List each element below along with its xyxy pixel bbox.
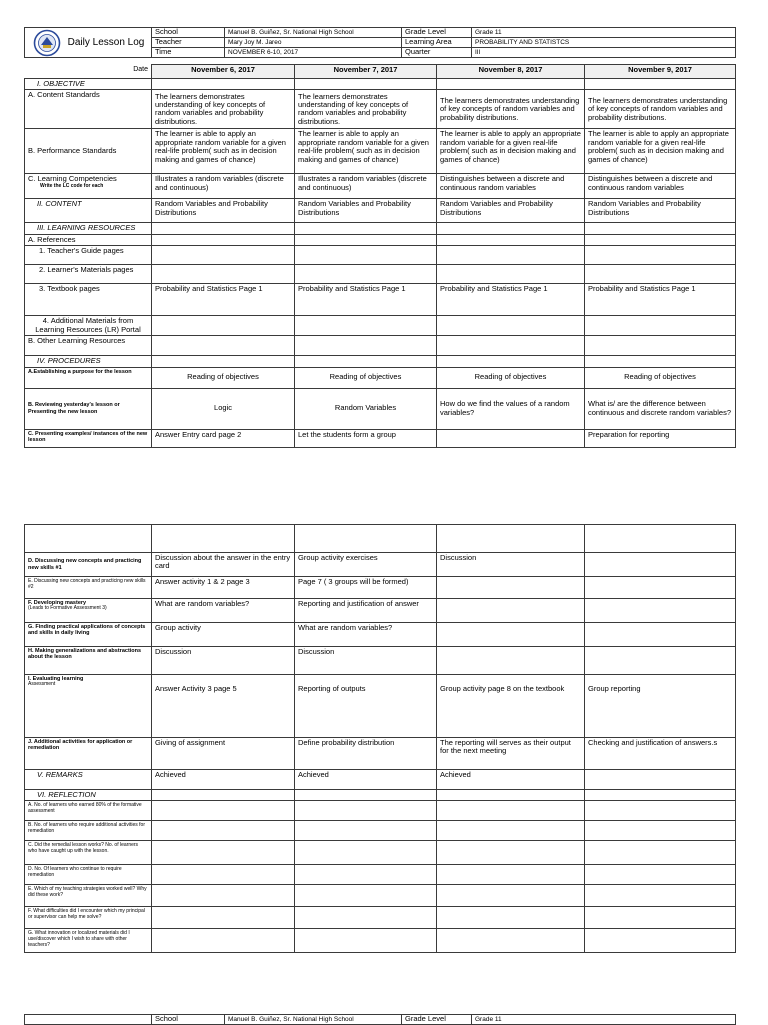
procedure-c-cell: Answer Entry card page 2	[152, 429, 295, 447]
content-standard-cell: The learners demonstrates understanding of key concepts of random variables and probability distributions.	[437, 90, 585, 129]
school-label: School	[152, 28, 225, 38]
textbook-label: 3. Textbook pages	[25, 284, 152, 316]
reflection-g-label: G. What innovation or localized materials did I use/discover which I wish to share with other teachers?	[25, 929, 152, 953]
reflection-a-label: A. No. of learners who earned 80% of the formative assessment	[25, 801, 152, 821]
header-table	[24, 27, 736, 58]
procedure-a-cell: Reading of objectives	[295, 367, 437, 388]
reflection-f-label: F. What difficulties did I encounter which my principal or supervisor can help me solve?	[25, 907, 152, 929]
procedure-a-cell: Reading of objectives	[437, 367, 585, 388]
reflection-d-label: D. No. Of learners who continue to require remediation	[25, 865, 152, 885]
content-standard-cell: The learners demonstrates understanding of key concepts of random variables and probability distributions.	[585, 90, 736, 129]
procedure-j-cell: Define probability distribution	[295, 738, 437, 770]
competency-cell: Distinguishes between a discrete and continuous random variables	[585, 174, 736, 199]
learning-area-label: Learning Area	[402, 38, 472, 48]
procedure-f-cell	[437, 599, 585, 623]
document-title: Daily Lesson Log	[67, 36, 145, 48]
deped-seal-icon	[32, 29, 62, 57]
quarter-label: Quarter	[402, 48, 472, 58]
content-cell: Random Variables and Probability Distributions	[295, 199, 437, 223]
performance-standards-label: B. Performance Standards	[25, 129, 152, 174]
procedure-e-cell: Answer activity 1 & 2 page 3	[152, 577, 295, 599]
procedure-g-cell: What are random variables?	[295, 623, 437, 647]
procedure-g-cell	[437, 623, 585, 647]
grade-level-label: Grade Level	[402, 28, 472, 38]
procedure-f-cell: What are random variables?	[152, 599, 295, 623]
performance-standard-cell: The learner is able to apply an appropriate random variable for a given real-life problem( such as in decision making and games of chance)	[585, 129, 736, 174]
remarks-cell	[585, 770, 736, 790]
procedure-b-cell: Logic	[152, 388, 295, 429]
procedure-e-cell	[585, 577, 736, 599]
procedure-d-cell: Discussion	[437, 553, 585, 577]
procedure-h-cell: Discussion	[295, 647, 437, 675]
procedure-c-label: C. Presenting examples/ instances of the new lesson	[25, 429, 152, 447]
remarks-cell: Achieved	[295, 770, 437, 790]
procedure-j-label: J. Additional activities for application or remediation	[25, 738, 152, 770]
procedure-c-cell: Preparation for reporting	[585, 429, 736, 447]
date-1: November 6, 2017	[152, 65, 295, 79]
content-cell: Random Variables and Probability Distributions	[437, 199, 585, 223]
remarks-cell: Achieved	[152, 770, 295, 790]
section-learning-resources: III. LEARNING RESOURCES	[25, 223, 152, 234]
lesson-grid-page-1	[24, 64, 736, 448]
procedure-i-label: I. Evaluating learning	[28, 676, 84, 682]
procedure-i-sub: Assessment	[28, 681, 56, 688]
procedure-f-cell: Reporting and justification of answer	[295, 599, 437, 623]
procedure-b-cell: What is/ are the difference between continuous and discrete random variables?	[585, 388, 736, 429]
references-label: A. References	[25, 234, 152, 245]
page-3	[24, 1014, 735, 1025]
learners-materials-label: 2. Learner's Materials pages	[25, 265, 152, 284]
header-table-page-3	[24, 1014, 736, 1025]
performance-standard-cell: The learner is able to apply an appropriate random variable for a given real-life problem( such as in decision making and games of chance)	[437, 129, 585, 174]
content-cell: Random Variables and Probability Distributions	[585, 199, 736, 223]
section-reflection: VI. REFLECTION	[25, 790, 152, 801]
logo-cell	[25, 28, 152, 58]
school-label: School	[152, 1015, 225, 1025]
school-value: Manuel B. Guiñez, Sr. National High School	[225, 28, 402, 38]
logo-cell	[25, 1015, 152, 1025]
section-objective: I. OBJECTIVE	[25, 79, 152, 90]
procedure-i-cell: Group activity page 8 on the textbook	[437, 675, 585, 738]
procedure-g-cell	[585, 623, 736, 647]
procedure-a-cell: Reading of objectives	[585, 367, 736, 388]
procedure-h-cell: Discussion	[152, 647, 295, 675]
procedure-f-label-cell	[25, 599, 152, 623]
reflection-b-label: B. No. of learners who require additional activities for remediation	[25, 821, 152, 841]
procedure-c-cell	[437, 429, 585, 447]
grade-level-value: Grade 11	[472, 28, 736, 38]
content-cell: Random Variables and Probability Distributions	[152, 199, 295, 223]
procedure-a-label: A.Establishing a purpose for the lesson	[25, 367, 152, 388]
school-value: Manuel B. Guiñez, Sr. National High School	[225, 1015, 402, 1025]
competencies-label: C. Learning Competencies	[28, 174, 117, 184]
other-resources-label: B. Other Learning Resources	[25, 336, 152, 356]
grade-level-value: Grade 11	[472, 1015, 736, 1025]
procedure-c-cell: Let the students form a group	[295, 429, 437, 447]
procedure-g-label: G. Finding practical applications of concepts and skills in daily living	[25, 623, 152, 647]
procedure-g-cell: Group activity	[152, 623, 295, 647]
textbook-cell: Probability and Statistics Page 1	[152, 284, 295, 316]
textbook-cell: Probability and Statistics Page 1	[437, 284, 585, 316]
competency-cell: Illustrates a random variables (discrete and continuous)	[295, 174, 437, 199]
quarter-value: III	[472, 48, 736, 58]
textbook-cell: Probability and Statistics Page 1	[585, 284, 736, 316]
procedure-i-label-cell	[25, 675, 152, 738]
procedure-j-cell: The reporting will serves as their output for the next meeting	[437, 738, 585, 770]
procedure-f-cell	[585, 599, 736, 623]
performance-standard-cell: The learner is able to apply an appropriate random variable for a given real-life problem( such as in decision making and games of chance)	[152, 129, 295, 174]
learning-area-value: PROBABILITY AND STATISTCS	[472, 38, 736, 48]
page-1	[24, 27, 735, 448]
procedure-j-cell: Giving of assignment	[152, 738, 295, 770]
teacher-label: Teacher	[152, 38, 225, 48]
procedure-i-cell: Group reporting	[585, 675, 736, 738]
procedure-f-label: F. Developing mastery	[28, 600, 87, 606]
content-standard-cell: The learners demonstrates understanding of key concepts of random variables and probability distributions.	[152, 90, 295, 129]
content-standards-label: A. Content Standards	[25, 90, 152, 129]
procedure-h-label: H. Making generalizations and abstractions about the lesson	[25, 647, 152, 675]
competencies-label-cell	[25, 174, 152, 199]
additional-materials-label: 4. Additional Materials from Learning Resources (LR) Portal	[25, 316, 152, 336]
section-remarks: V. REMARKS	[25, 770, 152, 790]
competency-cell: Distinguishes between a discrete and continuous random variables	[437, 174, 585, 199]
time-label: Time	[152, 48, 225, 58]
procedure-d-label: D. Discussing new concepts and practicing new skills #1	[25, 553, 152, 577]
procedure-b-cell: How do we find the values of a random variables?	[437, 388, 585, 429]
page-2	[24, 524, 735, 953]
procedure-h-cell	[437, 647, 585, 675]
procedure-j-cell: Checking and justification of answers.s	[585, 738, 736, 770]
grade-level-label: Grade Level	[402, 1015, 472, 1025]
procedure-d-cell: Group activity exercises	[295, 553, 437, 577]
procedure-h-cell	[585, 647, 736, 675]
performance-standard-cell: The learner is able to apply an appropriate random variable for a given real-life problem( such as in decision making and games of chance)	[295, 129, 437, 174]
competency-cell: Illustrates a random variables (discrete and continuous)	[152, 174, 295, 199]
lesson-grid-page-2	[24, 524, 736, 953]
content-standard-cell: The learners demonstrates understanding of key concepts of random variables and probability distributions.	[295, 90, 437, 129]
teachers-guide-label: 1. Teacher's Guide pages	[25, 246, 152, 265]
procedure-d-cell: Discussion about the answer in the entry card	[152, 553, 295, 577]
procedure-e-cell: Page 7 ( 3 groups will be formed)	[295, 577, 437, 599]
competencies-sub: Write the LC code for each	[40, 182, 104, 189]
date-4: November 9, 2017	[585, 65, 736, 79]
procedure-f-sub: (Leads to Formative Assessment 3)	[28, 605, 107, 612]
procedure-a-cell: Reading of objectives	[152, 367, 295, 388]
procedure-e-label: E. Discussing new concepts and practicing new skills #2	[25, 577, 152, 599]
textbook-cell: Probability and Statistics Page 1	[295, 284, 437, 316]
teacher-value: Mary Joy M. Jareo	[225, 38, 402, 48]
date-label: Date	[25, 65, 152, 79]
time-value: NOVEMBER 6-10, 2017	[225, 48, 402, 58]
procedure-b-cell: Random Variables	[295, 388, 437, 429]
reflection-c-label: C. Did the remedial lesson works? No. of learners who have caught up with the lesson.	[25, 841, 152, 865]
procedure-e-cell	[437, 577, 585, 599]
reflection-e-label: E. Which of my teaching strategies worked well? Why did these work?	[25, 885, 152, 907]
remarks-cell: Achieved	[437, 770, 585, 790]
procedure-i-cell: Reporting of outputs	[295, 675, 437, 738]
date-3: November 8, 2017	[437, 65, 585, 79]
date-2: November 7, 2017	[295, 65, 437, 79]
section-procedures: IV. PROCEDURES	[25, 356, 152, 367]
procedure-i-cell: Answer Activity 3 page 5	[152, 675, 295, 738]
section-content: II. CONTENT	[25, 199, 152, 223]
procedure-d-cell	[585, 553, 736, 577]
procedure-b-label: B. Reviewing yesterday's lesson or Presenting the new lesson	[25, 388, 152, 429]
